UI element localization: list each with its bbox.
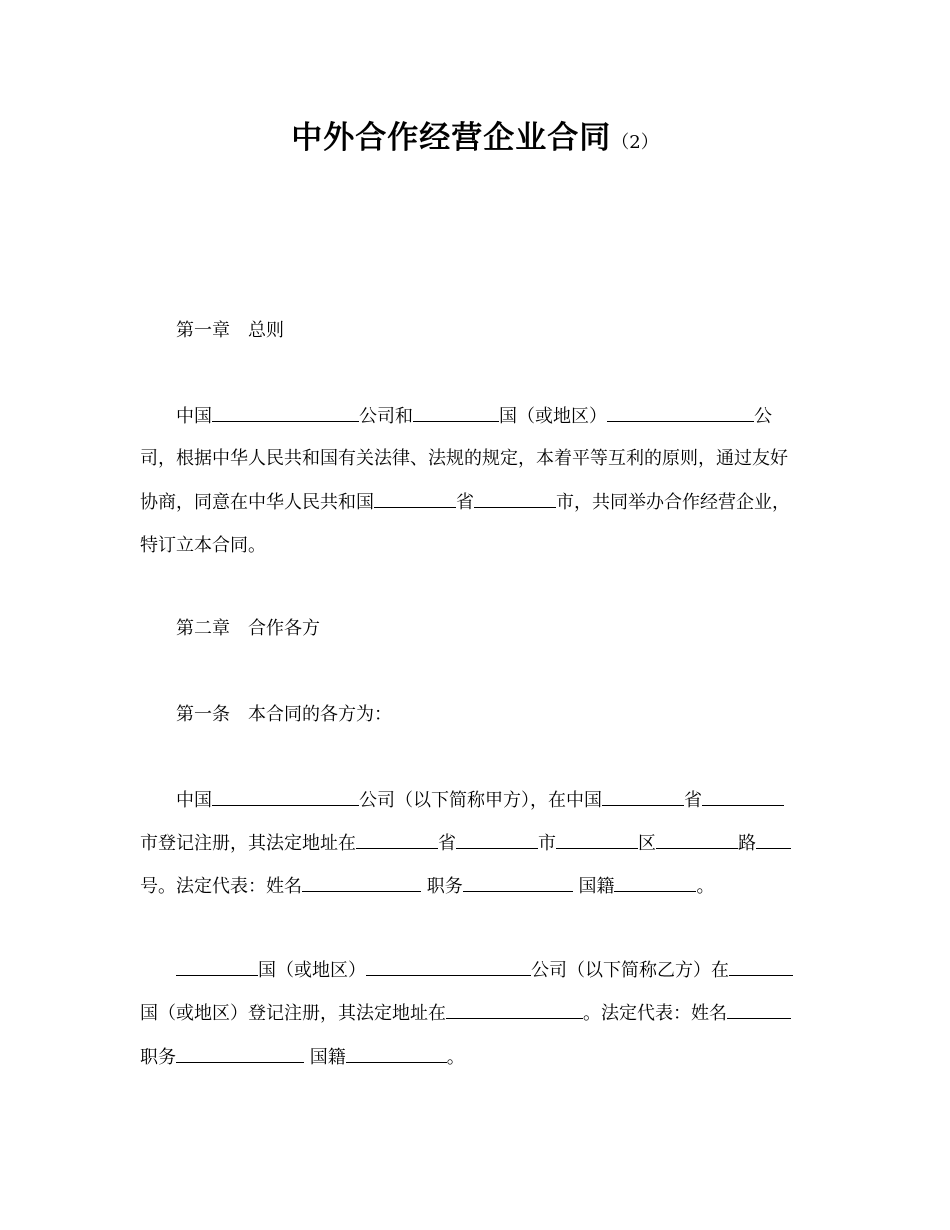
blank-field [474,488,556,508]
line-text: 国（或地区） [258,960,366,981]
line-text: 号。法定代表：姓名 [140,876,302,897]
text-line [140,999,820,1025]
blank-field [656,829,738,849]
line-text: 第一条 本合同的各方为： [140,704,392,725]
line-text: 职务 [421,876,463,897]
blank-field [607,402,754,422]
text-line [140,318,820,344]
text-line [140,488,820,514]
text-line [140,1043,820,1069]
blank-field [346,1043,447,1063]
line-text: 省 [438,833,456,854]
line-text: 市 [538,833,556,854]
text-line [140,786,820,812]
line-text: 区 [638,833,656,854]
line-text: 第一章 总则 [140,320,284,341]
blank-field [356,829,438,849]
blank-field [176,956,258,976]
blank-field [446,999,583,1019]
line-text: 协商，同意在中华人民共和国 [140,492,374,513]
blank-field [756,829,791,849]
blank-field [614,872,696,892]
blank-field [556,829,638,849]
line-text: 公 [754,406,772,427]
line-text: 中国 [140,406,212,427]
blank-field [413,402,499,422]
line-text: 公司（以下简称甲方），在中国 [359,790,602,811]
line-text: 国籍 [304,1047,346,1068]
title-text: 中外合作经营企业合同 [291,120,612,156]
blank-field [212,402,359,422]
text-line [140,702,820,728]
line-text: 第二章 合作各方 [140,618,320,639]
line-text: 特订立本合同。 [140,535,266,556]
blank-field [456,829,538,849]
line-text: 市登记注册，其法定地址在 [140,833,356,854]
blank-field [212,786,359,806]
blank-field [702,786,784,806]
document-title [0,112,950,157]
line-text: 国籍 [572,876,615,897]
blank-field [729,956,793,976]
blank-field [302,872,421,892]
title-suffix: （2） [611,132,659,153]
blank-field [463,872,573,892]
line-text [140,960,176,981]
line-text: 市，共同举办合作经营企业， [556,492,790,513]
blank-field [374,488,456,508]
line-text: 路 [738,833,756,854]
line-text: 。法定代表：姓名 [583,1003,727,1024]
line-text: 中国 [140,790,212,811]
line-text: 公司和 [359,406,413,427]
line-text: 。 [446,1047,465,1068]
text-line [140,829,820,855]
line-text: 职务 [140,1047,176,1068]
text-line [140,616,820,642]
blank-field [366,956,531,976]
text-line [140,533,820,559]
text-line [140,872,820,898]
text-line [140,956,820,982]
line-text: 司，根据中华人民共和国有关法律、法规的规定，本着平等互利的原则，通过友好 [140,448,788,469]
line-text: 省 [684,790,702,811]
line-text: 国（或地区） [499,406,607,427]
blank-field [602,786,684,806]
blank-field [727,999,791,1019]
blank-field [176,1043,304,1063]
line-text: 。 [696,876,715,897]
line-text: 国（或地区）登记注册，其法定地址在 [140,1003,446,1024]
text-line [140,446,820,472]
line-text: 公司（以下简称乙方）在 [531,960,729,981]
text-line [140,402,820,428]
line-text: 省 [456,492,474,513]
